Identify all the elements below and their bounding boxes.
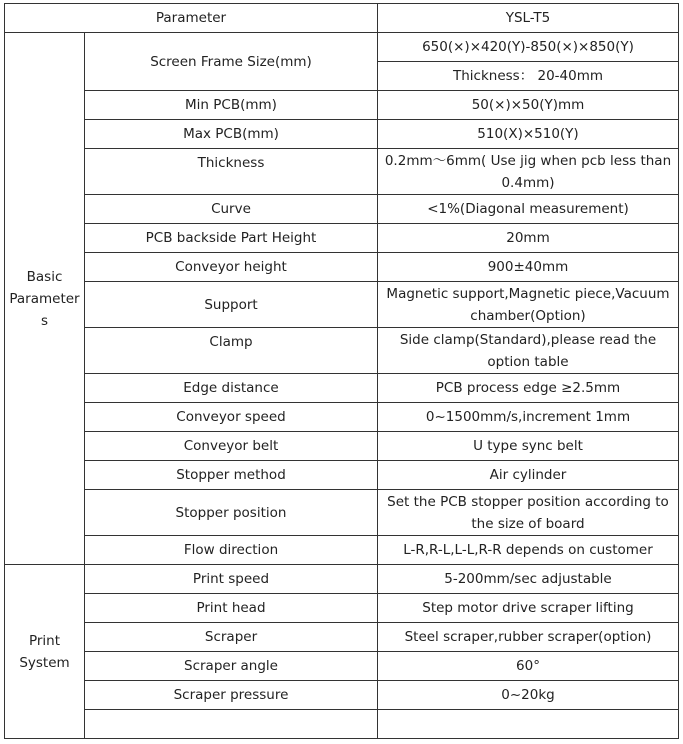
table-row [5,253,679,282]
param-value: U type sync belt [378,432,679,461]
table-row [5,282,679,328]
param-label: Edge distance [85,374,378,403]
param-value: L-R,R-L,L-L,R-R depends on customer [378,536,679,565]
table-row [5,681,679,710]
param-label: Screen Frame Size(mm) [85,33,378,91]
group-print-system: Print System [5,565,85,739]
header-model: YSL-T5 [378,4,679,33]
param-value: Step motor drive scraper lifting [378,594,679,623]
param-label: Max PCB(mm) [85,120,378,149]
param-value: Steel scraper,rubber scraper(option) [378,623,679,652]
param-label: Print head [85,594,378,623]
header-row [5,4,679,33]
param-value: 0~1500mm/s,increment 1mm [378,403,679,432]
table-row [5,91,679,120]
table-row [5,461,679,490]
table-row-cutoff [5,710,679,739]
param-label: Scraper [85,623,378,652]
table-row [5,149,679,195]
param-label: Curve [85,195,378,224]
table-row [5,374,679,403]
param-value: 0.2mm～6mm( Use jig when pcb less than 0.4mm) [378,149,679,195]
param-value: PCB process edge ≥2.5mm [378,374,679,403]
table-row [5,328,679,374]
param-label: Conveyor height [85,253,378,282]
table-row [5,120,679,149]
param-value: Magnetic support,Magnetic piece,Vacuum chamber(Option) [378,282,679,328]
param-value: Set the PCB stopper position according to the size of board [378,490,679,536]
param-value: 650(×)×420(Y)-850(×)×850(Y) [378,33,679,62]
param-value: Air cylinder [378,461,679,490]
table-row [5,224,679,253]
param-value: <1%(Diagonal measurement) [378,195,679,224]
header-parameter: Parameter [5,4,378,33]
table-row [5,536,679,565]
param-label: Scraper pressure [85,681,378,710]
table-row [5,195,679,224]
table-row [5,565,679,594]
table-row [5,652,679,681]
param-label-cutoff [85,710,378,739]
table-row [5,594,679,623]
param-value: 5-200mm/sec adjustable [378,565,679,594]
param-label: Flow direction [85,536,378,565]
param-value: 510(X)×510(Y) [378,120,679,149]
param-value: 900±40mm [378,253,679,282]
param-value: 60° [378,652,679,681]
spec-table [4,3,679,739]
group-basic-parameters: Basic Parameters [5,33,85,565]
param-value: Thickness： 20-40mm [378,62,679,91]
param-label: PCB backside Part Height [85,224,378,253]
param-label: Stopper method [85,461,378,490]
table-row [5,403,679,432]
param-label: Clamp [85,328,378,374]
param-label: Stopper position [85,490,378,536]
param-label: Support [85,282,378,328]
param-label: Thickness [85,149,378,195]
param-label: Conveyor belt [85,432,378,461]
table-row [5,623,679,652]
param-label: Scraper angle [85,652,378,681]
param-label: Min PCB(mm) [85,91,378,120]
param-value-cutoff [378,710,679,739]
param-label: Conveyor speed [85,403,378,432]
table-row [5,432,679,461]
param-value: 0~20kg [378,681,679,710]
param-value: Side clamp(Standard),please read the option table [378,328,679,374]
table-row [5,33,679,62]
param-value: 20mm [378,224,679,253]
param-label: Print speed [85,565,378,594]
table-row [5,490,679,536]
param-value: 50(×)×50(Y)mm [378,91,679,120]
